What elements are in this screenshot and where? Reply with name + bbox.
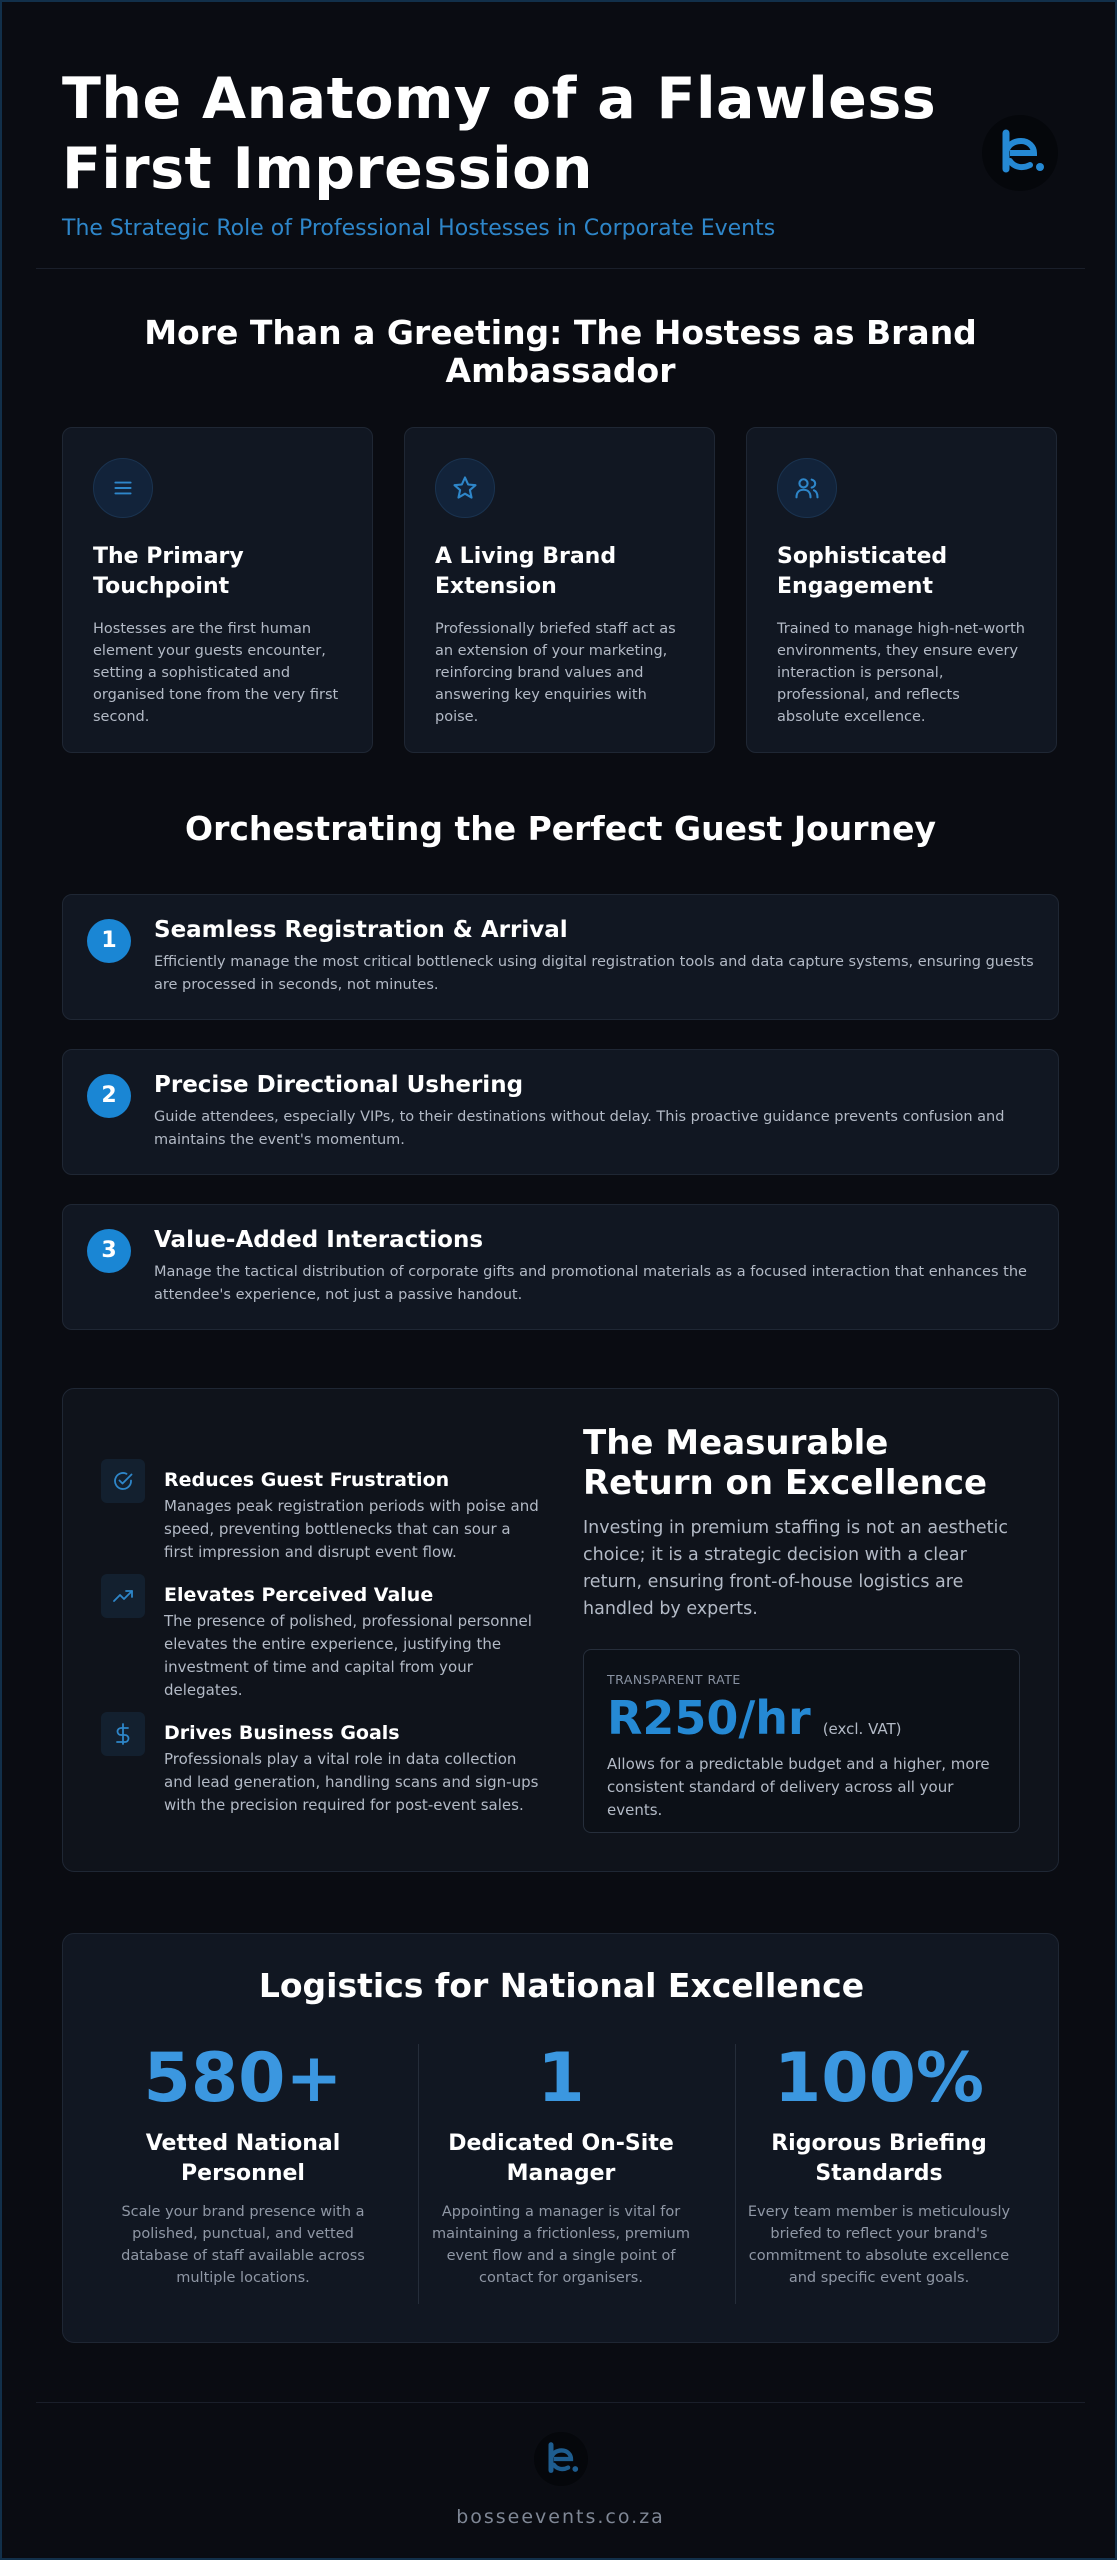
benefit-title: Reduces Guest Frustration — [164, 1469, 450, 1491]
dollar-icon — [101, 1712, 145, 1756]
roi-text: Investing in premium staffing is not an aesthetic choice; it is a strategic decision with a clear return, ensuring front-of-house logistics are handled by experts. — [583, 1518, 1008, 1619]
trending-up-icon — [101, 1574, 145, 1618]
rate-text: Allows for a predictable budget and a higher, more consistent standard of delivery across all your events. — [607, 1755, 990, 1819]
header — [62, 64, 1002, 241]
page-subtitle: The Strategic Role of Professional Hostesses in Corporate Events — [62, 216, 776, 241]
stat-briefing — [744, 2039, 1014, 2289]
footer-logo-icon — [534, 2432, 588, 2486]
step-title: Seamless Registration & Arrival — [154, 917, 568, 943]
rate-vat-note: (excl. VAT) — [822, 1720, 902, 1738]
card-title: A Living Brand Extension — [435, 544, 617, 599]
roi-title-line-2: Return on Excellence — [583, 1463, 988, 1503]
rate-label: TRANSPARENT RATE — [607, 1672, 741, 1687]
benefit-drives-goals — [101, 1712, 541, 1817]
benefit-title: Elevates Perceived Value — [164, 1584, 434, 1606]
benefit-elevates-value — [101, 1574, 541, 1702]
stat-value: 1 — [537, 2039, 585, 2118]
ambassador-section-title: More Than a Greeting: The Hostess as Brand Ambassador — [144, 313, 977, 390]
card-title: The Primary Touchpoint — [93, 544, 244, 599]
benefit-title: Drives Business Goals — [164, 1722, 400, 1744]
step-text: Guide attendees, especially VIPs, to their destinations without delay. This proactive guidance prevents confusion and maintains the event's momentum. — [154, 1109, 1005, 1148]
card-text: Professionally briefed staff act as an extension of your marketing, reinforcing brand values and answering key enquiries with poise. — [435, 621, 676, 725]
card-sophisticated-engagement — [746, 427, 1057, 753]
benefit-reduces-frustration — [101, 1459, 541, 1564]
rate-value: R250/hr — [607, 1691, 811, 1745]
logistics-title: Logistics for National Excellence — [258, 1966, 865, 2005]
step-number-badge: 1 — [87, 919, 131, 963]
roi-title-line-1: The Measurable — [583, 1423, 889, 1463]
journey-step-1 — [62, 894, 1059, 1020]
header-divider — [36, 268, 1085, 269]
stat-label: Vetted National Personnel — [145, 2131, 341, 2186]
roi-panel — [62, 1388, 1059, 1872]
menu-lines-icon — [93, 458, 153, 518]
card-living-brand-extension — [404, 427, 715, 753]
stat-manager — [426, 2039, 696, 2289]
stat-value: 100% — [773, 2039, 985, 2118]
stat-divider — [735, 2044, 736, 2304]
stat-text: Appointing a manager is vital for maintaining a frictionless, premium event flow and a single point of contact for organisers. — [432, 2204, 690, 2286]
journey-step-3 — [62, 1204, 1059, 1330]
step-number-badge: 3 — [87, 1229, 131, 1273]
stat-text: Scale your brand presence with a polished, punctual, and vetted database of staff available across multiple locations. — [121, 2204, 365, 2286]
step-title: Value-Added Interactions — [154, 1227, 484, 1253]
rate-row — [607, 1691, 996, 1745]
step-text: Efficiently manage the most critical bottleneck using digital registration tools and data capture systems, ensuring guests are processed in seconds, not minutes. — [154, 954, 1034, 993]
card-text: Trained to manage high-net-worth environments, they ensure every interaction is personal, professional, and reflects absolute excellence. — [777, 621, 1025, 725]
page-title-line-2: First Impression — [62, 136, 593, 202]
stat-label: Rigorous Briefing Standards — [771, 2131, 987, 2186]
stat-value: 580+ — [143, 2039, 343, 2118]
stat-text: Every team member is meticulously briefed to reflect your brand's commitment to absolute excellence and specific event goals. — [747, 2204, 1011, 2286]
star-icon — [435, 458, 495, 518]
card-title: Sophisticated Engagement — [777, 544, 948, 599]
benefit-text: The presence of polished, professional personnel elevates the entire experience, justifying the investment of time and capital from your delegates. — [164, 1612, 532, 1699]
page-title — [62, 64, 1002, 204]
roi-title — [583, 1423, 1023, 1503]
card-text: Hostesses are the first human element your guests encounter, setting a sophisticated and organised tone from the very first second. — [93, 621, 339, 725]
logistics-panel — [62, 1933, 1059, 2343]
rate-box — [583, 1649, 1020, 1833]
journey-section-title: Orchestrating the Perfect Guest Journey — [185, 809, 936, 848]
step-number-badge: 2 — [87, 1074, 131, 1118]
journey-step-2 — [62, 1049, 1059, 1175]
footer-website-link[interactable]: bosseevents.co.za — [456, 2506, 665, 2528]
brand-logo-icon — [982, 115, 1058, 191]
stat-label: Dedicated On-Site Manager — [448, 2131, 674, 2186]
stat-personnel — [108, 2039, 378, 2289]
stat-divider — [418, 2044, 419, 2304]
step-title: Precise Directional Ushering — [154, 1072, 524, 1098]
footer-divider — [36, 2402, 1085, 2403]
page-title-line-1: The Anatomy of a Flawless — [62, 66, 937, 132]
card-primary-touchpoint — [62, 427, 373, 753]
step-text: Manage the tactical distribution of corporate gifts and promotional materials as a focused interaction that enhances the attendee's experience, not just a passive handout. — [154, 1264, 1027, 1303]
benefit-text: Manages peak registration periods with poise and speed, preventing bottlenecks that can sour a first impression and disrupt event flow. — [164, 1497, 539, 1561]
benefit-text: Professionals play a vital role in data collection and lead generation, handling scans and sign-ups with the precision required for post-event sales. — [164, 1750, 539, 1814]
users-icon — [777, 458, 837, 518]
check-circle-icon — [101, 1459, 145, 1503]
